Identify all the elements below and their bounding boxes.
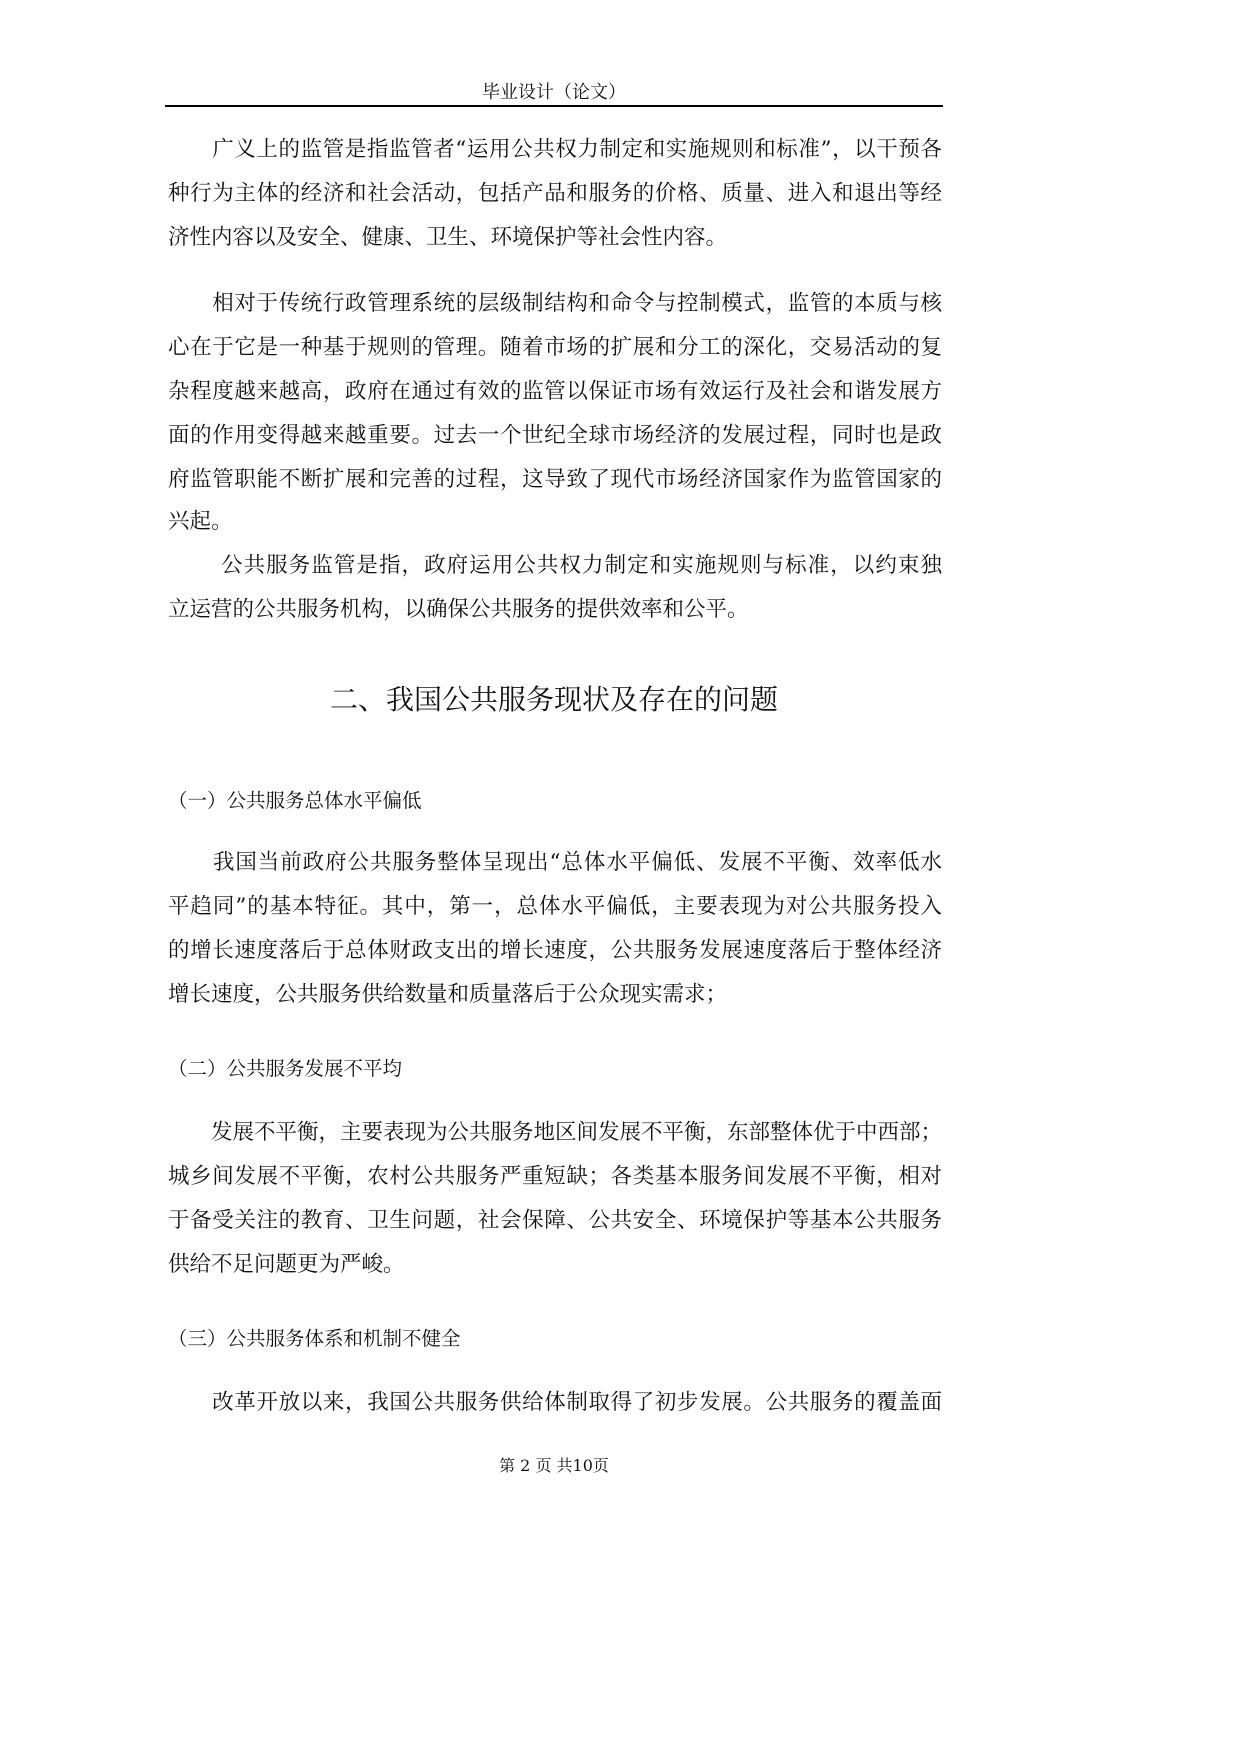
text-line: 广义上的监管是指监管者“运用公共权力制定和实施规则和标准”，以干预各 xyxy=(168,137,942,162)
text-line: 平趋同”的基本特征。其中，第一，总体水平偏低，主要表现为对公共服务投入 xyxy=(168,894,942,919)
subheading-3: （三）公共服务体系和机制不健全 xyxy=(168,1327,461,1350)
text-line: 于备受关注的教育、卫生问题，社会保障、公共安全、环境保护等基本公共服务 xyxy=(168,1208,942,1233)
header-title: 毕业设计（论文） xyxy=(482,82,626,103)
text-line: 我国当前政府公共服务整体呈现出“总体水平偏低、发展不平衡、效率低水 xyxy=(168,850,942,875)
page-footer: 第 2 页 共10页 xyxy=(499,1456,609,1475)
text-line: 发展不平衡，主要表现为公共服务地区间发展不平衡，东部整体优于中西部； xyxy=(168,1120,943,1145)
text-line: 心在于它是一种基于规则的管理。随着市场的扩展和分工的深化，交易活动的复 xyxy=(168,335,942,360)
subheading-2: （二）公共服务发展不平均 xyxy=(168,1057,403,1080)
text-line: 种行为主体的经济和社会活动，包括产品和服务的价格、质量、进入和退出等经 xyxy=(168,181,942,206)
text-line: 城乡间发展不平衡，农村公共服务严重短缺；各类基本服务间发展不平衡，相对 xyxy=(168,1164,942,1189)
text-line: 杂程度越来越高，政府在通过有效的监管以保证市场有效运行及社会和谐发展方 xyxy=(168,379,942,404)
text-line: 面的作用变得越来越重要。过去一个世纪全球市场经济的发展过程，同时也是政 xyxy=(168,423,942,448)
text-line: 济性内容以及安全、健康、卫生、环境保护等社会性内容。 xyxy=(168,225,728,250)
text-line: 增长速度，公共服务供给数量和质量落后于公众现实需求； xyxy=(168,982,728,1007)
text-line: 府监管职能不断扩展和完善的过程，这导致了现代市场经济国家作为监管国家的 xyxy=(168,467,942,492)
text-line: 相对于传统行政管理系统的层级制结构和命令与控制模式，监管的本质与核 xyxy=(168,291,942,316)
text-line: 兴起。 xyxy=(168,509,233,534)
text-line: 立运营的公共服务机构，以确保公共服务的提供效率和公平。 xyxy=(168,597,749,622)
text-line: 公共服务监管是指，政府运用公共权力制定和实施规则与标准，以约束独 xyxy=(168,553,942,578)
section-title: 二、我国公共服务现状及存在的问题 xyxy=(329,683,778,716)
text-line: 供给不足问题更为严峻。 xyxy=(168,1252,405,1277)
subheading-1: （一）公共服务总体水平偏低 xyxy=(168,789,422,812)
text-line: 的增长速度落后于总体财政支出的增长速度，公共服务发展速度落后于整体经济 xyxy=(168,938,942,963)
header-rule xyxy=(165,105,943,107)
text-line: 改革开放以来，我国公共服务供给体制取得了初步发展。公共服务的覆盖面 xyxy=(168,1390,942,1415)
